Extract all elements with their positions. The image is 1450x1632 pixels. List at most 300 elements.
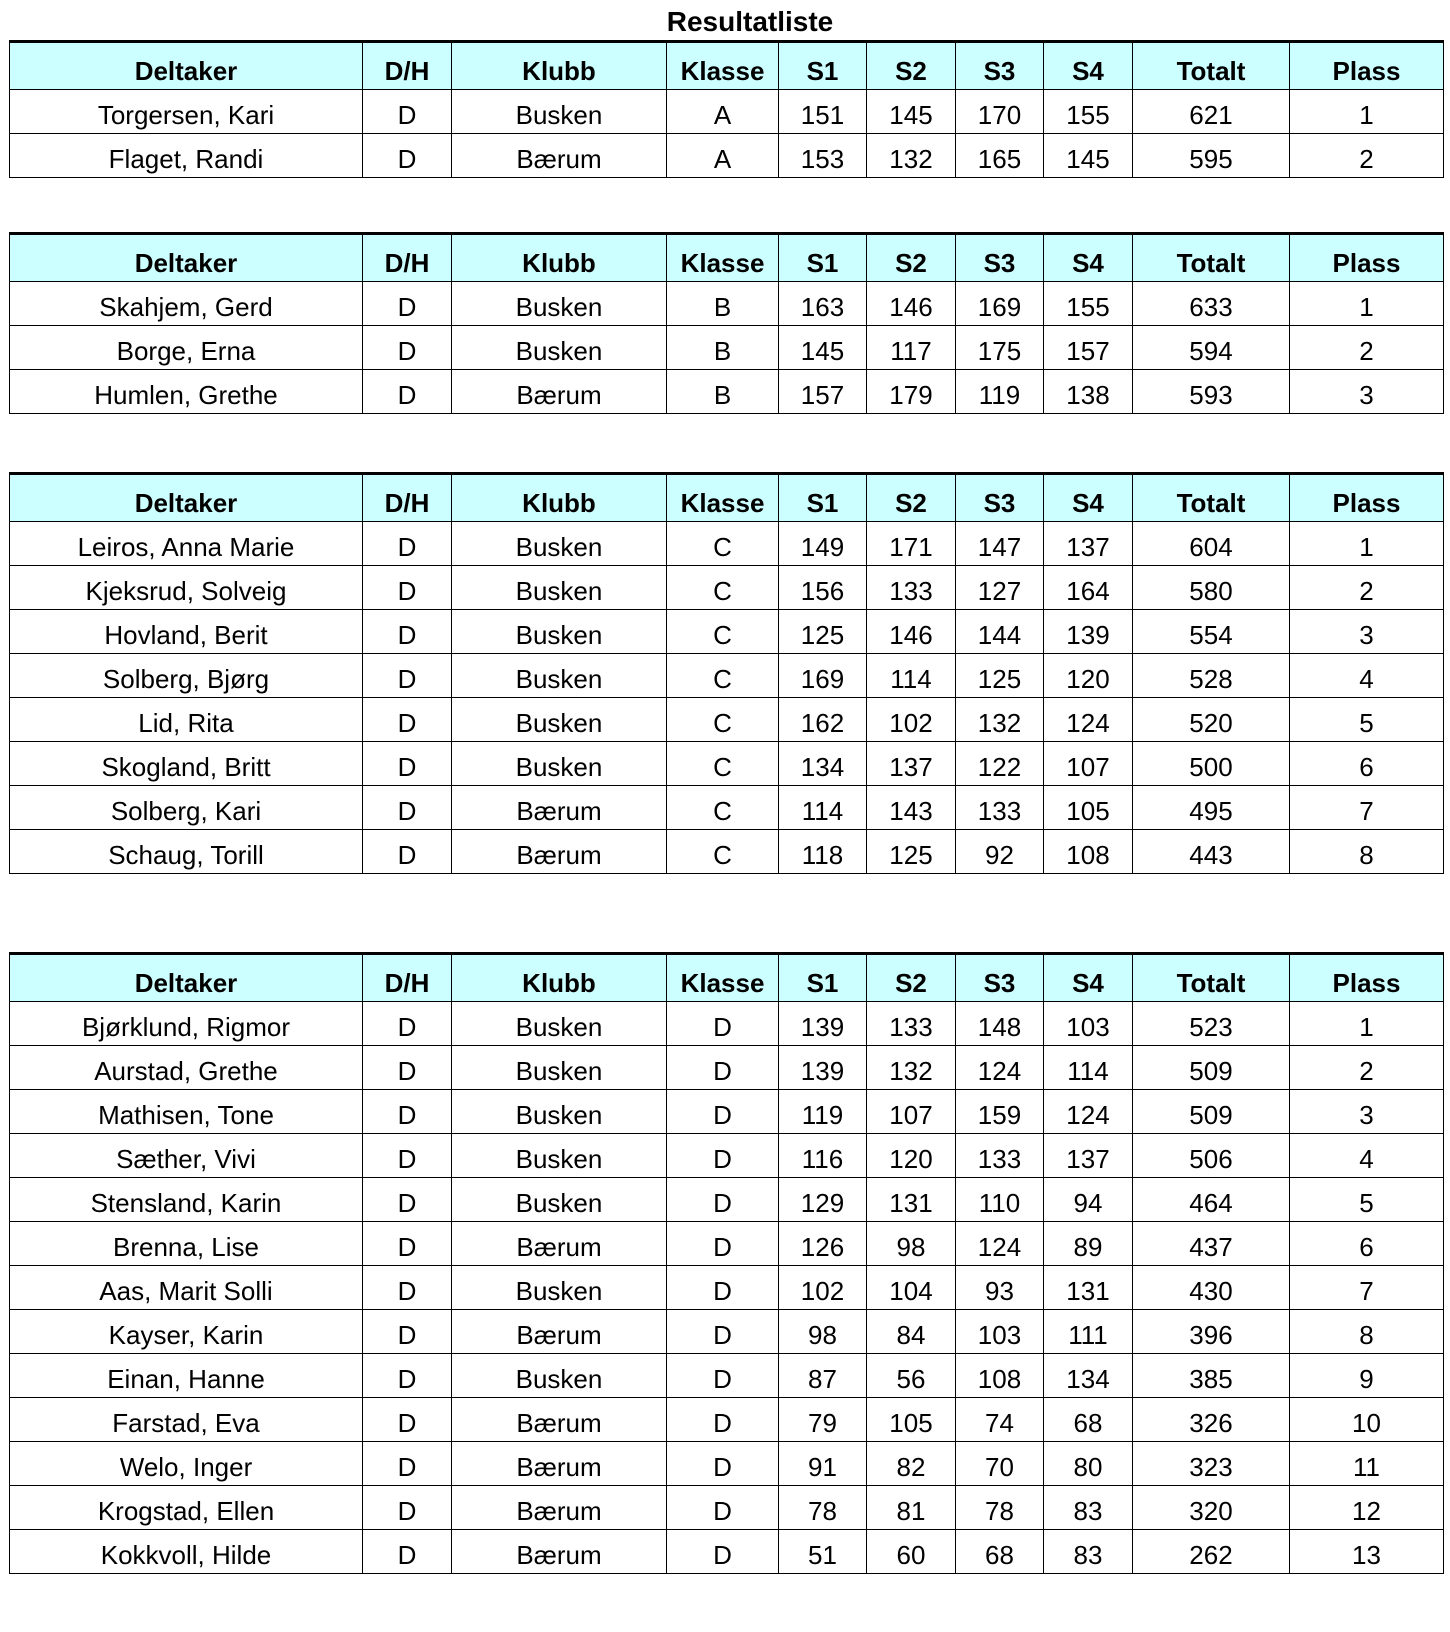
column-header-s4: S4 (1044, 42, 1133, 90)
cell-s1: 78 (779, 1486, 867, 1530)
cell-s3: 159 (956, 1090, 1044, 1134)
column-header-s4: S4 (1044, 954, 1133, 1002)
cell-total: 464 (1133, 1178, 1290, 1222)
table-row (10, 610, 1444, 654)
cell-gender: D (363, 1134, 452, 1178)
cell-s4: 103 (1044, 1002, 1133, 1046)
column-header-place: Plass (1290, 474, 1444, 522)
cell-s3: 70 (956, 1442, 1044, 1486)
cell-total: 594 (1133, 326, 1290, 370)
cell-s4: 124 (1044, 698, 1133, 742)
column-header-s3: S3 (956, 474, 1044, 522)
header-row (10, 954, 1444, 1002)
cell-participant: Aurstad, Grethe (10, 1046, 363, 1090)
column-header-s2: S2 (867, 474, 956, 522)
cell-s4: 68 (1044, 1398, 1133, 1442)
column-header-s3: S3 (956, 954, 1044, 1002)
cell-s4: 157 (1044, 326, 1133, 370)
cell-gender: D (363, 786, 452, 830)
cell-club: Busken (452, 282, 667, 326)
cell-total: 528 (1133, 654, 1290, 698)
cell-s3: 175 (956, 326, 1044, 370)
cell-s2: 143 (867, 786, 956, 830)
column-header-class: Klasse (667, 234, 779, 282)
cell-s1: 125 (779, 610, 867, 654)
cell-total: 323 (1133, 1442, 1290, 1486)
cell-participant: Torgersen, Kari (10, 90, 363, 134)
cell-s3: 68 (956, 1530, 1044, 1574)
cell-club: Busken (452, 698, 667, 742)
cell-s2: 132 (867, 134, 956, 178)
cell-gender: D (363, 610, 452, 654)
cell-s1: 116 (779, 1134, 867, 1178)
cell-gender: D (363, 90, 452, 134)
cell-class: B (667, 326, 779, 370)
cell-s2: 105 (867, 1398, 956, 1442)
column-header-gender: D/H (363, 42, 452, 90)
cell-s4: 83 (1044, 1486, 1133, 1530)
cell-total: 262 (1133, 1530, 1290, 1574)
cell-place: 4 (1290, 1134, 1444, 1178)
column-header-s3: S3 (956, 42, 1044, 90)
cell-participant: Skahjem, Gerd (10, 282, 363, 326)
results-table-class-d (9, 952, 1444, 1574)
cell-s3: 133 (956, 1134, 1044, 1178)
cell-s2: 137 (867, 742, 956, 786)
header-row (10, 42, 1444, 90)
cell-total: 320 (1133, 1486, 1290, 1530)
cell-class: D (667, 1442, 779, 1486)
column-header-s1: S1 (779, 42, 867, 90)
cell-class: D (667, 1178, 779, 1222)
cell-participant: Brenna, Lise (10, 1222, 363, 1266)
cell-s1: 87 (779, 1354, 867, 1398)
table-row (10, 1442, 1444, 1486)
column-header-s1: S1 (779, 954, 867, 1002)
cell-place: 4 (1290, 654, 1444, 698)
cell-s4: 94 (1044, 1178, 1133, 1222)
cell-s4: 137 (1044, 1134, 1133, 1178)
cell-s1: 126 (779, 1222, 867, 1266)
cell-gender: D (363, 1178, 452, 1222)
table-row (10, 1530, 1444, 1574)
cell-class: D (667, 1090, 779, 1134)
cell-club: Busken (452, 1178, 667, 1222)
cell-participant: Kokkvoll, Hilde (10, 1530, 363, 1574)
table-row (10, 1090, 1444, 1134)
table-row (10, 370, 1444, 414)
cell-s1: 157 (779, 370, 867, 414)
cell-class: D (667, 1310, 779, 1354)
column-header-place: Plass (1290, 42, 1444, 90)
cell-club: Busken (452, 566, 667, 610)
cell-s4: 83 (1044, 1530, 1133, 1574)
cell-s1: 156 (779, 566, 867, 610)
cell-s2: 98 (867, 1222, 956, 1266)
cell-s3: 170 (956, 90, 1044, 134)
cell-place: 5 (1290, 1178, 1444, 1222)
cell-s2: 84 (867, 1310, 956, 1354)
cell-total: 506 (1133, 1134, 1290, 1178)
cell-s2: 146 (867, 610, 956, 654)
cell-s4: 164 (1044, 566, 1133, 610)
cell-club: Busken (452, 1354, 667, 1398)
cell-participant: Skogland, Britt (10, 742, 363, 786)
table-row (10, 90, 1444, 134)
cell-total: 554 (1133, 610, 1290, 654)
cell-class: D (667, 1266, 779, 1310)
cell-s4: 105 (1044, 786, 1133, 830)
cell-s3: 147 (956, 522, 1044, 566)
cell-s2: 82 (867, 1442, 956, 1486)
column-header-total: Totalt (1133, 474, 1290, 522)
cell-s1: 139 (779, 1002, 867, 1046)
cell-total: 580 (1133, 566, 1290, 610)
table-row (10, 1178, 1444, 1222)
cell-total: 430 (1133, 1266, 1290, 1310)
results-table-class-a (9, 40, 1444, 178)
column-header-s1: S1 (779, 234, 867, 282)
cell-s3: 127 (956, 566, 1044, 610)
cell-gender: D (363, 1266, 452, 1310)
cell-s2: 133 (867, 566, 956, 610)
cell-s1: 98 (779, 1310, 867, 1354)
cell-s4: 131 (1044, 1266, 1133, 1310)
cell-participant: Sæther, Vivi (10, 1134, 363, 1178)
table-row (10, 522, 1444, 566)
cell-s2: 104 (867, 1266, 956, 1310)
cell-class: A (667, 90, 779, 134)
cell-s3: 103 (956, 1310, 1044, 1354)
header-row (10, 474, 1444, 522)
cell-s1: 169 (779, 654, 867, 698)
cell-gender: D (363, 1530, 452, 1574)
cell-participant: Schaug, Torill (10, 830, 363, 874)
cell-participant: Flaget, Randi (10, 134, 363, 178)
table-row (10, 1266, 1444, 1310)
cell-s4: 108 (1044, 830, 1133, 874)
cell-club: Busken (452, 522, 667, 566)
cell-class: D (667, 1046, 779, 1090)
cell-class: C (667, 698, 779, 742)
cell-club: Busken (452, 1002, 667, 1046)
cell-gender: D (363, 654, 452, 698)
table-row (10, 1398, 1444, 1442)
cell-s4: 155 (1044, 90, 1133, 134)
cell-s1: 149 (779, 522, 867, 566)
cell-place: 9 (1290, 1354, 1444, 1398)
cell-s2: 56 (867, 1354, 956, 1398)
cell-s1: 163 (779, 282, 867, 326)
cell-club: Bærum (452, 1442, 667, 1486)
cell-s4: 138 (1044, 370, 1133, 414)
cell-gender: D (363, 1354, 452, 1398)
cell-s3: 132 (956, 698, 1044, 742)
cell-s1: 119 (779, 1090, 867, 1134)
cell-place: 1 (1290, 1002, 1444, 1046)
table-row (10, 1310, 1444, 1354)
cell-club: Busken (452, 90, 667, 134)
cell-s1: 162 (779, 698, 867, 742)
cell-club: Bærum (452, 1310, 667, 1354)
header-row (10, 234, 1444, 282)
cell-s1: 79 (779, 1398, 867, 1442)
table-row (10, 1222, 1444, 1266)
column-header-participant: Deltaker (10, 954, 363, 1002)
cell-s3: 92 (956, 830, 1044, 874)
cell-place: 3 (1290, 610, 1444, 654)
cell-place: 1 (1290, 282, 1444, 326)
cell-class: D (667, 1222, 779, 1266)
cell-total: 326 (1133, 1398, 1290, 1442)
cell-s4: 120 (1044, 654, 1133, 698)
cell-place: 8 (1290, 830, 1444, 874)
cell-place: 1 (1290, 522, 1444, 566)
cell-gender: D (363, 1310, 452, 1354)
cell-s4: 89 (1044, 1222, 1133, 1266)
cell-place: 12 (1290, 1486, 1444, 1530)
cell-total: 495 (1133, 786, 1290, 830)
cell-total: 437 (1133, 1222, 1290, 1266)
cell-class: D (667, 1486, 779, 1530)
cell-s1: 51 (779, 1530, 867, 1574)
cell-s3: 108 (956, 1354, 1044, 1398)
cell-gender: D (363, 134, 452, 178)
cell-class: A (667, 134, 779, 178)
cell-participant: Lid, Rita (10, 698, 363, 742)
cell-s1: 151 (779, 90, 867, 134)
column-header-s2: S2 (867, 954, 956, 1002)
cell-class: C (667, 522, 779, 566)
cell-total: 509 (1133, 1090, 1290, 1134)
table-row (10, 1002, 1444, 1046)
cell-club: Busken (452, 610, 667, 654)
cell-class: D (667, 1398, 779, 1442)
column-header-s4: S4 (1044, 474, 1133, 522)
cell-participant: Einan, Hanne (10, 1354, 363, 1398)
cell-s3: 78 (956, 1486, 1044, 1530)
cell-club: Busken (452, 654, 667, 698)
cell-class: D (667, 1134, 779, 1178)
cell-s3: 119 (956, 370, 1044, 414)
cell-total: 520 (1133, 698, 1290, 742)
cell-s1: 134 (779, 742, 867, 786)
cell-total: 523 (1133, 1002, 1290, 1046)
cell-s3: 124 (956, 1222, 1044, 1266)
table-row (10, 1486, 1444, 1530)
column-header-class: Klasse (667, 42, 779, 90)
cell-class: D (667, 1354, 779, 1398)
column-header-class: Klasse (667, 474, 779, 522)
cell-s4: 111 (1044, 1310, 1133, 1354)
table-row (10, 1046, 1444, 1090)
cell-club: Busken (452, 1266, 667, 1310)
cell-place: 13 (1290, 1530, 1444, 1574)
cell-total: 633 (1133, 282, 1290, 326)
cell-s3: 165 (956, 134, 1044, 178)
table-row (10, 742, 1444, 786)
cell-participant: Stensland, Karin (10, 1178, 363, 1222)
cell-participant: Aas, Marit Solli (10, 1266, 363, 1310)
cell-participant: Solberg, Bjørg (10, 654, 363, 698)
column-header-s3: S3 (956, 234, 1044, 282)
cell-s2: 146 (867, 282, 956, 326)
cell-place: 11 (1290, 1442, 1444, 1486)
cell-s3: 122 (956, 742, 1044, 786)
cell-class: C (667, 742, 779, 786)
cell-club: Busken (452, 1090, 667, 1134)
column-header-gender: D/H (363, 234, 452, 282)
cell-place: 7 (1290, 786, 1444, 830)
cell-class: C (667, 830, 779, 874)
cell-class: C (667, 786, 779, 830)
column-header-gender: D/H (363, 474, 452, 522)
column-header-class: Klasse (667, 954, 779, 1002)
column-header-s2: S2 (867, 42, 956, 90)
cell-gender: D (363, 370, 452, 414)
cell-gender: D (363, 566, 452, 610)
column-header-place: Plass (1290, 954, 1444, 1002)
cell-place: 2 (1290, 134, 1444, 178)
table-row (10, 698, 1444, 742)
cell-participant: Welo, Inger (10, 1442, 363, 1486)
column-header-total: Totalt (1133, 234, 1290, 282)
cell-total: 385 (1133, 1354, 1290, 1398)
cell-s2: 131 (867, 1178, 956, 1222)
cell-s2: 120 (867, 1134, 956, 1178)
cell-gender: D (363, 1222, 452, 1266)
cell-club: Busken (452, 742, 667, 786)
cell-s1: 118 (779, 830, 867, 874)
cell-s2: 125 (867, 830, 956, 874)
cell-club: Busken (452, 1046, 667, 1090)
cell-s3: 74 (956, 1398, 1044, 1442)
cell-gender: D (363, 282, 452, 326)
cell-gender: D (363, 830, 452, 874)
cell-s3: 133 (956, 786, 1044, 830)
cell-s2: 114 (867, 654, 956, 698)
cell-s3: 144 (956, 610, 1044, 654)
cell-s2: 133 (867, 1002, 956, 1046)
cell-total: 396 (1133, 1310, 1290, 1354)
page-title: Resultatliste (666, 6, 834, 37)
cell-participant: Farstad, Eva (10, 1398, 363, 1442)
table-row (10, 654, 1444, 698)
cell-s3: 93 (956, 1266, 1044, 1310)
table-row (10, 830, 1444, 874)
cell-total: 621 (1133, 90, 1290, 134)
cell-gender: D (363, 522, 452, 566)
cell-place: 6 (1290, 1222, 1444, 1266)
cell-s1: 145 (779, 326, 867, 370)
cell-s1: 91 (779, 1442, 867, 1486)
cell-club: Bærum (452, 1222, 667, 1266)
cell-class: D (667, 1002, 779, 1046)
table-row (10, 134, 1444, 178)
cell-club: Bærum (452, 1486, 667, 1530)
cell-s3: 124 (956, 1046, 1044, 1090)
cell-s2: 102 (867, 698, 956, 742)
cell-participant: Kayser, Karin (10, 1310, 363, 1354)
cell-class: B (667, 282, 779, 326)
cell-total: 443 (1133, 830, 1290, 874)
cell-class: B (667, 370, 779, 414)
cell-participant: Humlen, Grethe (10, 370, 363, 414)
cell-club: Bærum (452, 1398, 667, 1442)
cell-s2: 132 (867, 1046, 956, 1090)
cell-total: 604 (1133, 522, 1290, 566)
column-header-club: Klubb (452, 234, 667, 282)
cell-participant: Borge, Erna (10, 326, 363, 370)
cell-s1: 129 (779, 1178, 867, 1222)
cell-participant: Krogstad, Ellen (10, 1486, 363, 1530)
cell-s4: 80 (1044, 1442, 1133, 1486)
cell-gender: D (363, 1046, 452, 1090)
cell-participant: Hovland, Berit (10, 610, 363, 654)
cell-gender: D (363, 1002, 452, 1046)
cell-club: Busken (452, 326, 667, 370)
cell-club: Bærum (452, 830, 667, 874)
cell-total: 509 (1133, 1046, 1290, 1090)
column-header-s2: S2 (867, 234, 956, 282)
cell-class: C (667, 654, 779, 698)
column-header-s4: S4 (1044, 234, 1133, 282)
cell-s1: 102 (779, 1266, 867, 1310)
cell-gender: D (363, 1442, 452, 1486)
cell-s2: 145 (867, 90, 956, 134)
cell-s2: 117 (867, 326, 956, 370)
cell-club: Bærum (452, 134, 667, 178)
table-row (10, 326, 1444, 370)
table-row (10, 786, 1444, 830)
cell-gender: D (363, 326, 452, 370)
results-table-class-b (9, 232, 1444, 414)
cell-participant: Leiros, Anna Marie (10, 522, 363, 566)
cell-participant: Solberg, Kari (10, 786, 363, 830)
column-header-participant: Deltaker (10, 474, 363, 522)
cell-s2: 179 (867, 370, 956, 414)
cell-s2: 81 (867, 1486, 956, 1530)
cell-club: Bærum (452, 786, 667, 830)
cell-gender: D (363, 1090, 452, 1134)
cell-s3: 148 (956, 1002, 1044, 1046)
cell-total: 593 (1133, 370, 1290, 414)
cell-s2: 60 (867, 1530, 956, 1574)
cell-s1: 114 (779, 786, 867, 830)
cell-total: 500 (1133, 742, 1290, 786)
cell-place: 8 (1290, 1310, 1444, 1354)
column-header-participant: Deltaker (10, 42, 363, 90)
cell-gender: D (363, 742, 452, 786)
column-header-s1: S1 (779, 474, 867, 522)
cell-class: C (667, 566, 779, 610)
cell-s4: 145 (1044, 134, 1133, 178)
cell-gender: D (363, 1486, 452, 1530)
column-header-club: Klubb (452, 474, 667, 522)
cell-gender: D (363, 698, 452, 742)
cell-s4: 139 (1044, 610, 1133, 654)
cell-place: 3 (1290, 370, 1444, 414)
cell-s2: 171 (867, 522, 956, 566)
column-header-participant: Deltaker (10, 234, 363, 282)
cell-s4: 137 (1044, 522, 1133, 566)
results-table-class-c (9, 472, 1444, 874)
column-header-gender: D/H (363, 954, 452, 1002)
cell-gender: D (363, 1398, 452, 1442)
cell-s4: 114 (1044, 1046, 1133, 1090)
column-header-club: Klubb (452, 42, 667, 90)
column-header-total: Totalt (1133, 42, 1290, 90)
